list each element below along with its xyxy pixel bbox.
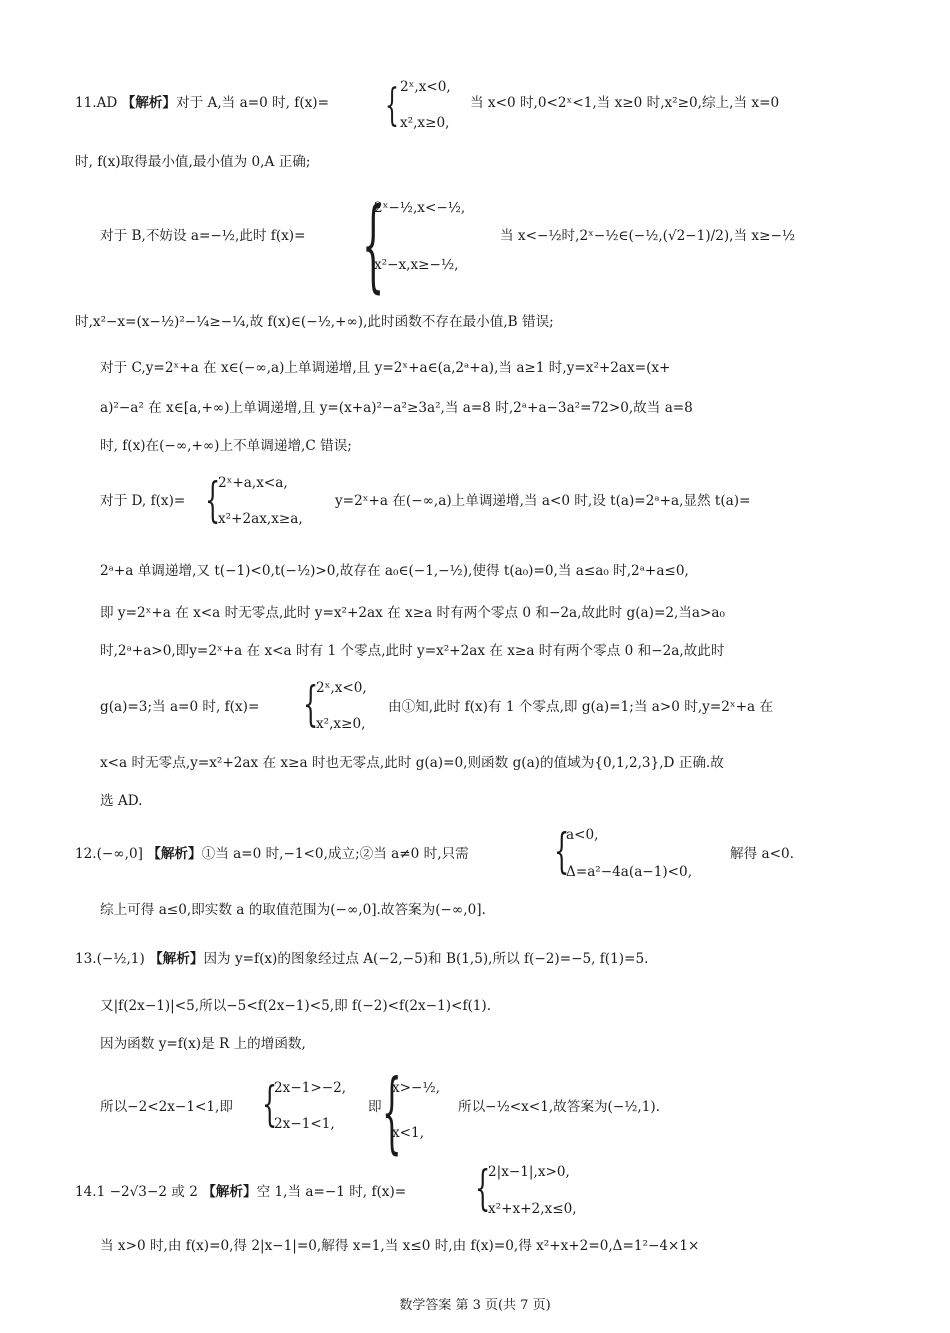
- brace: {: [262, 1076, 278, 1132]
- p13-line2: 又|f(2x−1)|<5,所以−5<f(2x−1)<5,即 f(−2)<f(2x−1)<f(1).: [100, 998, 492, 1014]
- p14-case2: x²+x+2,x≤0,: [488, 1201, 577, 1217]
- p14-tag: 【解析】: [202, 1184, 257, 1200]
- p11-b-case1: 2ˣ−½,x<−½,: [374, 200, 466, 216]
- p13-case3: x>−½,: [392, 1080, 440, 1096]
- p11-l1-post: 当 x<0 时,0<2ˣ<1,当 x≥0 时,x²≥0,综上,当 x=0: [470, 95, 780, 111]
- brace: {: [554, 823, 570, 879]
- p11-line13: x<a 时无零点,y=x²+2ax 在 x≥a 时也无零点,此时 g(a)=0,则函数 g(a)的值域为{0,1,2,3},D 正确.故: [100, 755, 724, 771]
- p11-line12-pre: g(a)=3;当 a=0 时, f(x)=: [100, 699, 260, 715]
- p14-number: 14.1 −2√3−2 或 2: [75, 1184, 203, 1200]
- p11-line4: 时,x²−x=(x−½)²−¼≥−¼,故 f(x)∈(−½,+∞),此时函数不存在最小值,B 错误;: [75, 314, 554, 330]
- p12-case1: a<0,: [566, 827, 599, 843]
- p13-number: 13.(−½,1): [75, 951, 150, 967]
- brace: {: [205, 472, 221, 528]
- p11-line8-post: y=2ˣ+a 在(−∞,a)上单调递增,当 a<0 时,设 t(a)=2ᵃ+a,显然 t(a)=: [335, 493, 751, 509]
- p11-line12-post: 由①知,此时 f(x)有 1 个零点,即 g(a)=1;当 a>0 时,y=2ˣ+a 在: [388, 699, 774, 715]
- p11-case1: 2ˣ,x<0,: [400, 79, 451, 95]
- p12-case2: Δ=a²−4a(a−1)<0,: [566, 864, 693, 880]
- p11-line10: 即 y=2ˣ+a 在 x<a 时无零点,此时 y=x²+2ax 在 x≥a 时有两个零点 0 和−2a,故此时 g(a)=2,当a>a₀: [100, 605, 725, 621]
- p11-line3-pre: 对于 B,不妨设 a=−½,此时 f(x)=: [100, 228, 306, 244]
- p11-d-case1: 2ˣ+a,x<a,: [218, 475, 288, 491]
- p11-line9: 2ᵃ+a 单调递增,又 t(−1)<0,t(−½)>0,故存在 a₀∈(−1,−½),使得 t(a₀)=0,当 a≤a₀ 时,2ᵃ+a≤0,: [100, 563, 689, 579]
- brace: {: [382, 1060, 402, 1163]
- p12-line2: 综上可得 a≤0,即实数 a 的取值范围为(−∞,0].故答案为(−∞,0].: [100, 902, 486, 918]
- p14-text: 空 1,当 a=−1 时, f(x)=: [256, 1184, 407, 1200]
- brace: {: [303, 676, 319, 732]
- p14-line2: 当 x>0 时,由 f(x)=0,得 2|x−1|=0,解得 x=1,当 x≤0 时,由 f(x)=0,得 x²+x+2=0,Δ=1²−4×1×: [100, 1238, 700, 1254]
- p11-line5: 对于 C,y=2ˣ+a 在 x∈(−∞,a)上单调递增,且 y=2ˣ+a∈(a,2ᵃ+a),当 a≥1 时,y=x²+2ax=(x+: [100, 360, 671, 376]
- p11-line14: 选 AD.: [100, 793, 143, 809]
- p11-tag: 【解析】: [121, 95, 177, 111]
- p13-line3: 因为函数 y=f(x)是 R 上的增函数,: [100, 1036, 306, 1052]
- p14-case1: 2|x−1|,x>0,: [488, 1164, 570, 1180]
- p11-number: 11.AD: [75, 95, 122, 111]
- p13-case2: 2x−1<1,: [274, 1116, 335, 1132]
- p12-post: 解得 a<0.: [730, 846, 794, 862]
- p11-d2-case2: x²,x≥0,: [316, 716, 366, 732]
- p13-line4-post: 所以−½<x<1,故答案为(−½,1).: [458, 1099, 661, 1115]
- p11-b-case2: x²−x,x≥−½,: [374, 257, 459, 273]
- brace: {: [385, 80, 399, 131]
- page-footer: 数学答案 第 3 页(共 7 页): [399, 1298, 551, 1313]
- p11-line8-pre: 对于 D, f(x)=: [100, 493, 186, 509]
- p11-d2-case1: 2ˣ,x<0,: [316, 680, 367, 696]
- p11-line3-post: 当 x<−½时,2ˣ−½∈(−½,(√2−1)/2),当 x≥−½: [500, 228, 796, 244]
- p13-tag: 【解析】: [149, 951, 204, 967]
- p13-line1: [75, 953, 648, 967]
- brace: {: [362, 186, 385, 303]
- p11-l1-text: 对于 A,当 a=0 时, f(x)=: [176, 95, 329, 111]
- p14-line1: [75, 1186, 406, 1200]
- p11-line2: 时, f(x)取得最小值,最小值为 0,A 正确;: [75, 154, 311, 170]
- p13-case4: x<1,: [392, 1125, 425, 1141]
- p12-line1: [75, 848, 469, 862]
- p12-text: ①当 a=0 时,−1<0,成立;②当 a≠0 时,只需: [201, 846, 469, 862]
- p13-mid: 即: [368, 1099, 382, 1115]
- p11-line11: 时,2ᵃ+a>0,即y=2ˣ+a 在 x<a 时有 1 个零点,此时 y=x²+2ax 在 x≥a 时有两个零点 0 和−2a,故此时: [100, 643, 725, 659]
- p11-line1: [75, 97, 329, 111]
- p11-line7: 时, f(x)在(−∞,+∞)上不单调递增,C 错误;: [100, 438, 352, 454]
- p11-case2: x²,x≥0,: [400, 115, 450, 131]
- p11-d-case2: x²+2ax,x≥a,: [218, 511, 303, 527]
- brace: {: [475, 1160, 491, 1216]
- p13-case1: 2x−1>−2,: [274, 1080, 347, 1096]
- p12-number: 12.(−∞,0]: [75, 846, 148, 862]
- p12-tag: 【解析】: [147, 846, 202, 862]
- p11-line6: a)²−a² 在 x∈[a,+∞)上单调递增,且 y=(x+a)²−a²≥3a²,当 a=8 时,2ᵃ+a−3a²=72>0,故当 a=8: [100, 400, 693, 416]
- p13-text: 因为 y=f(x)的图象经过点 A(−2,−5)和 B(1,5),所以 f(−2)=−5, f(1)=5.: [203, 951, 649, 967]
- p13-line4-pre: 所以−2<2x−1<1,即: [100, 1099, 233, 1115]
